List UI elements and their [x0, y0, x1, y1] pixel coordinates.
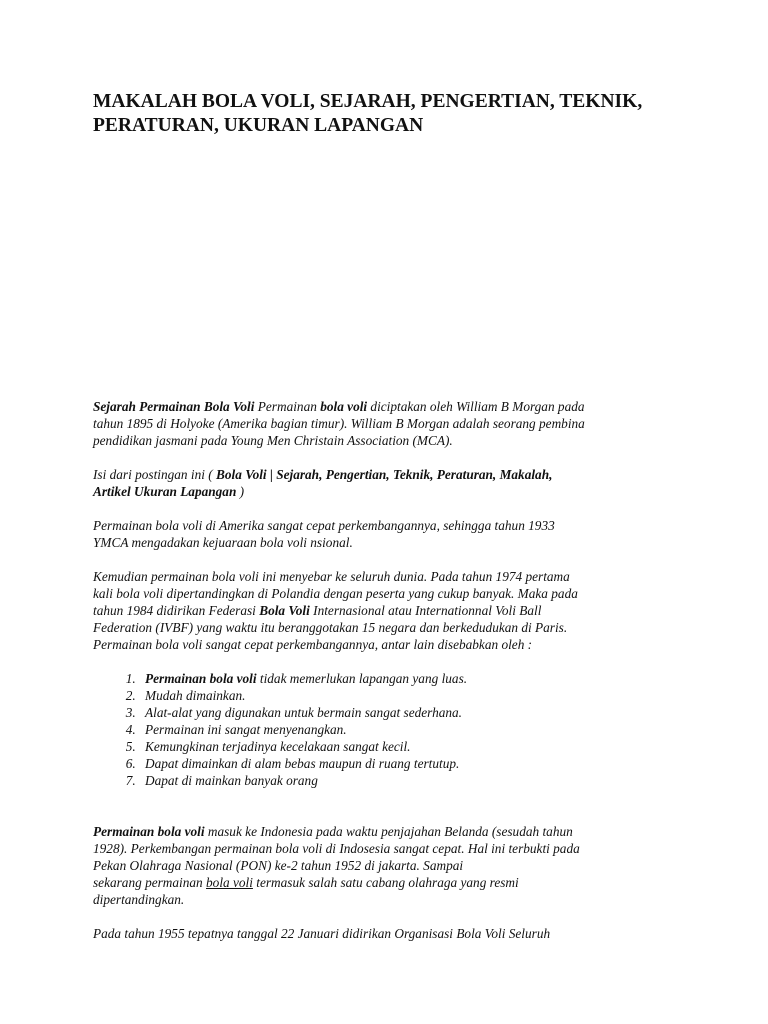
text-run: diciptakan oleh William B Morgan pada	[367, 399, 585, 414]
bold-phrase: Bola Voli	[259, 603, 310, 618]
paragraph-line	[93, 823, 693, 840]
list-item: 2. Mudah dimainkan.	[139, 687, 693, 704]
list-item: 4. Permainan ini sangat menyenangkan.	[139, 721, 693, 738]
bold-phrase: Artikel Ukuran Lapangan	[93, 484, 237, 499]
paragraph-line: Pada tahun 1955 tepatnya tanggal 22 Januari didirikan Organisasi Bola Voli Seluruh	[93, 926, 551, 941]
list-item: 7. Dapat di mainkan banyak orang	[139, 772, 693, 789]
bold-phrase: Bola Voli | Sejarah, Pengertian, Teknik, Peraturan, Makalah,	[216, 467, 553, 482]
paragraph-line: tahun 1895 di Holyoke (Amerika bagian timur). William B Morgan adalah seorang pembina	[93, 416, 585, 431]
bola-voli-link[interactable]: bola voli	[206, 875, 253, 890]
paragraph-world	[93, 568, 693, 653]
paragraph-line	[93, 483, 693, 500]
paragraph-line	[93, 874, 693, 891]
paragraph-line	[93, 602, 693, 619]
list-item	[139, 670, 693, 687]
text-run: masuk ke Indonesia pada waktu penjajahan Belanda (sesudah tahun	[204, 824, 573, 839]
paragraph-line: Permainan bola voli di Amerika sangat cepat perkembangannya, sehingga tahun 1933	[93, 518, 555, 533]
document-body	[93, 398, 693, 959]
title-line-1: MAKALAH BOLA VOLI, SEJARAH, PENGERTIAN,	[93, 91, 555, 112]
list-item: 5. Kemungkinan terjadinya kecelakaan sangat kecil.	[139, 738, 693, 755]
bold-phrase: Permainan bola voli	[145, 671, 257, 686]
text-run: sekarang permainan	[93, 875, 207, 890]
text-run: Isi dari postingan ini (	[93, 467, 217, 482]
text-run: Permainan	[254, 399, 321, 414]
paragraph-organization	[93, 925, 693, 942]
paragraph-line: 1928). Perkembangan permainan bola voli di Indosesia sangat cepat. Hal ini terbukti pada	[93, 841, 580, 856]
text-run: tidak memerlukan lapangan yang luas.	[256, 671, 468, 686]
text-run: termasuk salah satu cabang olahraga yang resmi	[252, 875, 519, 890]
list-item: 6. Dapat dimainkan di alam bebas maupun di ruang tertutup.	[139, 755, 693, 772]
text-run: Internasional atau Internationnal Voli Ball	[309, 603, 542, 618]
text-run: )	[236, 484, 245, 499]
bold-phrase: Permainan bola voli	[93, 824, 205, 839]
paragraph-line	[93, 466, 693, 483]
paragraph-line: dipertandingkan.	[93, 892, 185, 907]
paragraph-line	[93, 398, 693, 415]
bold-phrase: Sejarah Permainan Bola Voli	[93, 399, 255, 414]
document-title	[93, 90, 713, 138]
paragraph-line: Kemudian permainan bola voli ini menyebar ke seluruh dunia. Pada tahun 1974 pertama	[93, 569, 570, 584]
text-run: tahun 1984 didirikan Federasi	[93, 603, 260, 618]
paragraph-america	[93, 517, 693, 551]
paragraph-line: pendidikan jasmani pada Young Men Christain Association (MCA).	[93, 433, 453, 448]
bold-phrase: bola voli	[320, 399, 368, 414]
paragraph-indonesia	[93, 823, 693, 908]
paragraph-line: Federation (IVBF) yang waktu itu beranggotakan 15 negara dan berkedudukan di Paris.	[93, 620, 568, 635]
title-line-2: TEKNIK, PERATURAN, UKURAN LAPANGAN	[93, 91, 643, 136]
paragraph-line: Pekan Olahraga Nasional (PON) ke-2 tahun 1952 di jakarta. Sampai	[93, 858, 464, 873]
paragraph-line: YMCA mengadakan kejuaraan bola voli nsional.	[93, 535, 353, 550]
paragraph-line: kali bola voli dipertandingkan di Polandia dengan peserta yang cukup banyak. Maka pada	[93, 586, 578, 601]
list-item: 3. Alat-alat yang digunakan untuk bermain sangat sederhana.	[139, 704, 693, 721]
paragraph-contents	[93, 466, 693, 500]
paragraph-history	[93, 398, 693, 449]
paragraph-line: Permainan bola voli sangat cepat perkembangannya, antar lain disebabkan oleh :	[93, 637, 533, 652]
reasons-list	[93, 670, 693, 789]
